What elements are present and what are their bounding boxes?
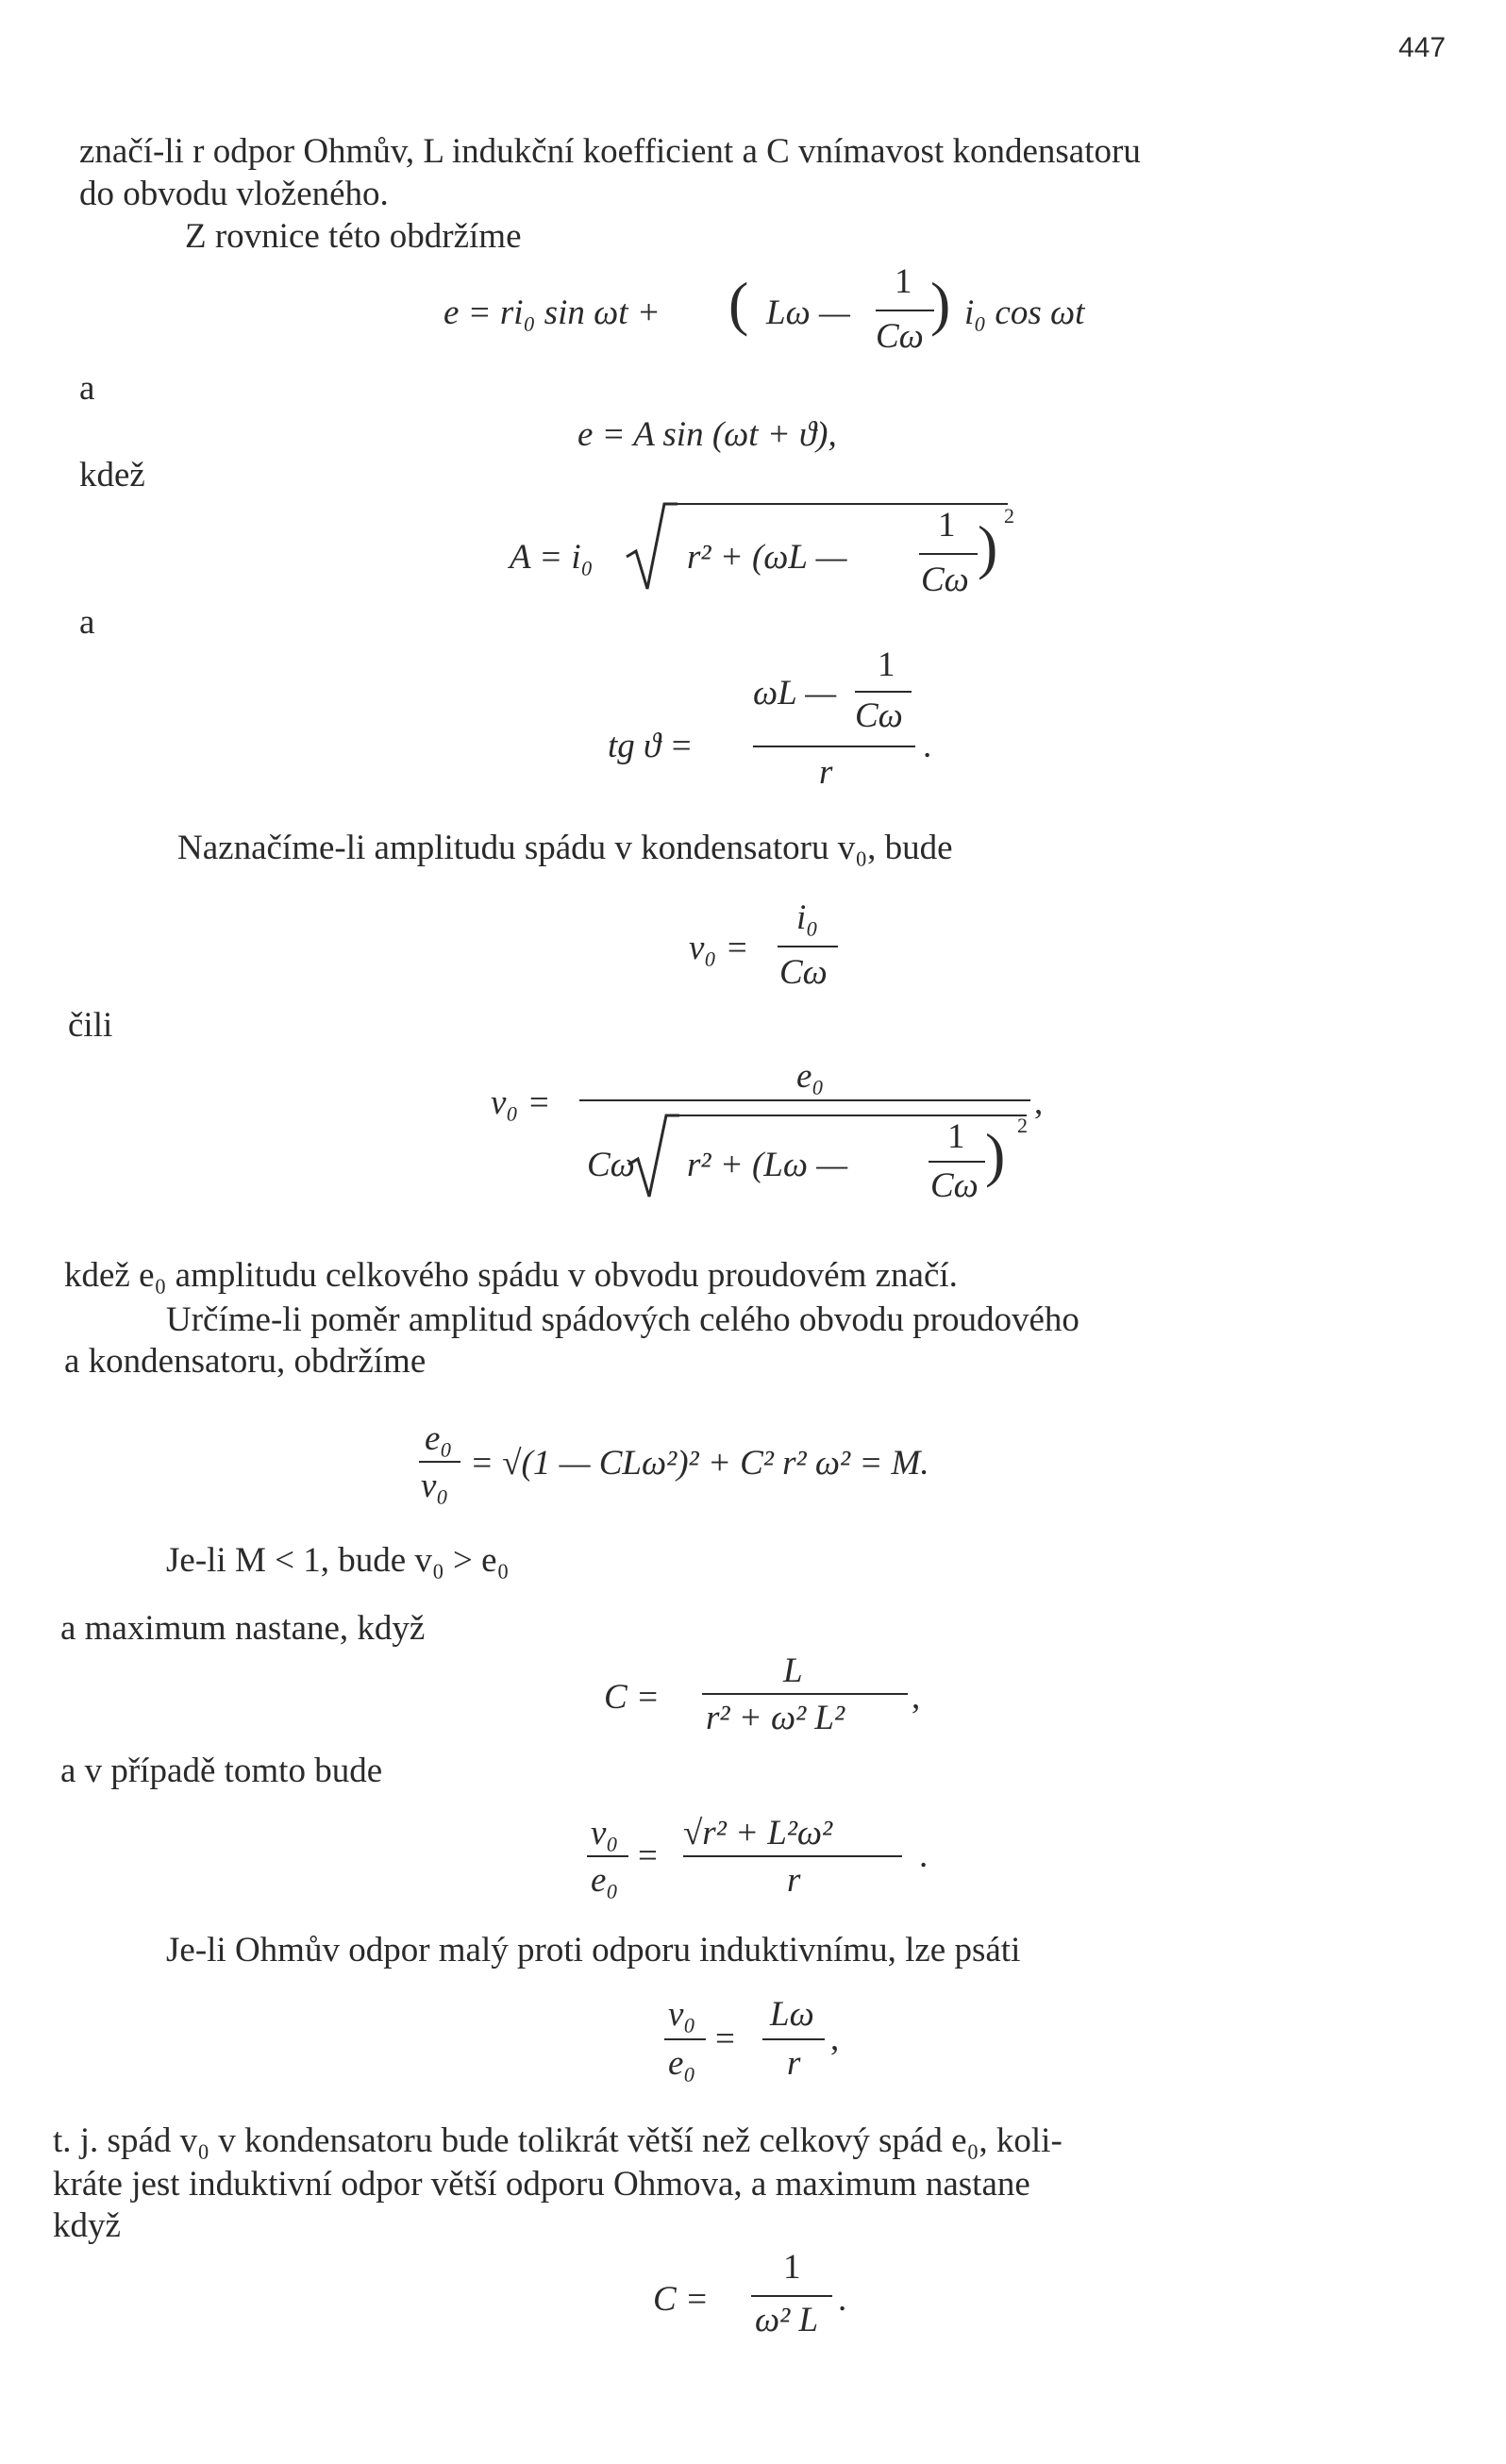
paragraph-line: a kondensatoru, obdržíme	[64, 1342, 427, 1381]
eq4-den: r	[819, 753, 833, 792]
label-a: a	[79, 369, 95, 408]
paragraph-line: značí-li r odpor Ohmův, L indukční koefficient a C vnímavost kondensatoru	[79, 132, 1141, 171]
eq6-comma: ,	[1034, 1083, 1044, 1122]
eq8-lhs: C =	[604, 1678, 660, 1717]
eq10-left-num: v₀	[668, 1995, 696, 2034]
eq7-fraction-bar	[419, 1461, 460, 1463]
sqrt-bar	[676, 503, 1008, 505]
eq6-exponent: 2	[1017, 1114, 1028, 1137]
sqrt-sign	[623, 498, 679, 593]
eq5-lhs: v₀ =	[689, 929, 749, 967]
eq1-den: Cω	[876, 317, 924, 356]
eq10-left-den: e₀	[668, 2044, 696, 2083]
eq10-equals: =	[715, 2020, 735, 2058]
eq9-left-num: v₀	[591, 1814, 619, 1852]
eq3-den: Cω	[921, 561, 969, 599]
eq9-right-num: √r² + L²ω²	[683, 1814, 833, 1852]
eq11-dot: .	[838, 2280, 847, 2319]
eq4-lhs: tg ϑ =	[608, 727, 694, 765]
paragraph-line: Je-li M < 1, bude v₀ > e₀	[166, 1541, 510, 1580]
eq7-num: e₀	[425, 1419, 453, 1458]
eq5-fraction-bar	[778, 946, 838, 947]
eq11-num: 1	[783, 2248, 801, 2287]
eq3-exponent: 2	[1004, 504, 1014, 528]
sqrt-sign	[625, 1110, 681, 1200]
eq6-paren-right: )	[985, 1121, 1006, 1188]
eq10-right-den: r	[787, 2044, 801, 2083]
eq11-lhs: C =	[653, 2280, 709, 2319]
eq4-inner-num: 1	[878, 645, 895, 684]
paragraph-line: Určíme-li poměr amplitud spádových celého obvodu proudového	[166, 1300, 1079, 1339]
eq6-num: e₀	[796, 1057, 825, 1096]
eq7-den: v₀	[421, 1467, 449, 1505]
eq8-num: L	[783, 1651, 803, 1690]
eq8-fraction-bar	[702, 1693, 908, 1695]
eq10-right-bar	[762, 2038, 825, 2040]
eq6-inner-num: 1	[947, 1117, 965, 1156]
eq9-left-den: e₀	[591, 1861, 619, 1900]
paragraph-line: kráte jest induktivní odpor větší odporu Ohmova, a maximum nastane	[53, 2165, 1030, 2204]
eq4-dot: .	[923, 727, 932, 765]
eq1-term: Lω —	[766, 293, 850, 332]
eq11-den: ω² L	[755, 2301, 819, 2339]
paragraph-line: kdež e₀ amplitudu celkového spádu v obvodu proudovém značí.	[64, 1256, 958, 1295]
eq10-right-num: Lω	[770, 1995, 814, 2034]
eq8-comma: ,	[912, 1678, 921, 1717]
eq1-fraction-bar	[876, 310, 934, 311]
eq6-inner-bar	[929, 1161, 985, 1163]
eq5-den: Cω	[779, 953, 828, 992]
paragraph-line: t. j. spád v₀ v kondensatoru bude tolikrát větší než celkový spád e₀, koli-	[53, 2121, 1063, 2160]
paragraph-line: Naznačíme-li amplitudu spádu v kondensatoru v₀, bude	[177, 829, 953, 867]
eq4-fraction-bar	[753, 746, 915, 747]
eq9-right-bar	[683, 1855, 902, 1857]
eq4-num-a: ωL —	[753, 674, 837, 712]
paragraph-line: do obvodu vloženého.	[79, 175, 389, 213]
eq8-den: r² + ω² L²	[706, 1699, 845, 1737]
eq3-lhs: A = i₀	[510, 538, 594, 577]
eq3-paren-right: )	[978, 513, 998, 580]
label-a: a	[79, 603, 95, 642]
eq7-rhs: = √(1 — CLω²)² + C² r² ω² = M.	[470, 1444, 929, 1483]
eq9-dot: .	[919, 1836, 929, 1875]
eq6-fraction-bar	[579, 1099, 1030, 1101]
label-kdez: kdež	[79, 456, 145, 494]
eq9-equals: =	[638, 1836, 658, 1875]
eq9-left-bar	[587, 1855, 628, 1857]
eq6-inner-den: Cω	[930, 1166, 979, 1205]
eq1-lhs: e = ri₀ sin ωt +	[443, 293, 661, 332]
eq6-lhs: v₀ =	[491, 1083, 551, 1122]
equation-2: e = A sin (ωt + ϑ),	[577, 415, 837, 454]
eq6-radicand: r² + (Lω —	[687, 1146, 848, 1184]
eq4-inner-bar	[855, 691, 912, 693]
eq1-paren-right: )	[930, 270, 951, 337]
eq3-fraction-bar	[919, 553, 978, 555]
paragraph-line: když	[53, 2206, 121, 2245]
eq9-right-den: r	[787, 1861, 801, 1900]
eq1-num: 1	[895, 262, 912, 301]
paragraph-line: a v případě tomto bude	[60, 1752, 383, 1790]
eq4-inner-den: Cω	[855, 696, 903, 735]
eq3-num: 1	[938, 506, 956, 545]
paragraph-line: a maximum nastane, když	[60, 1609, 426, 1648]
paragraph-line: Je-li Ohmův odpor malý proti odporu induktivnímu, lze psáti	[166, 1931, 1021, 1970]
sqrt-bar	[678, 1115, 1027, 1116]
eq5-num: i₀	[796, 898, 819, 937]
eq11-fraction-bar	[751, 2295, 832, 2297]
eq3-radicand: r² + (ωL —	[687, 538, 847, 577]
eq10-comma: ,	[830, 2020, 840, 2058]
eq6-den-pre: Cω	[587, 1146, 635, 1184]
page-number: 447	[1398, 32, 1447, 63]
label-cili: čili	[68, 1006, 113, 1045]
eq10-left-bar	[664, 2038, 706, 2040]
paragraph-line: Z rovnice této obdržíme	[185, 217, 522, 256]
eq1-tail: i₀ cos ωt	[964, 293, 1085, 332]
eq1-paren-left: (	[728, 270, 749, 337]
